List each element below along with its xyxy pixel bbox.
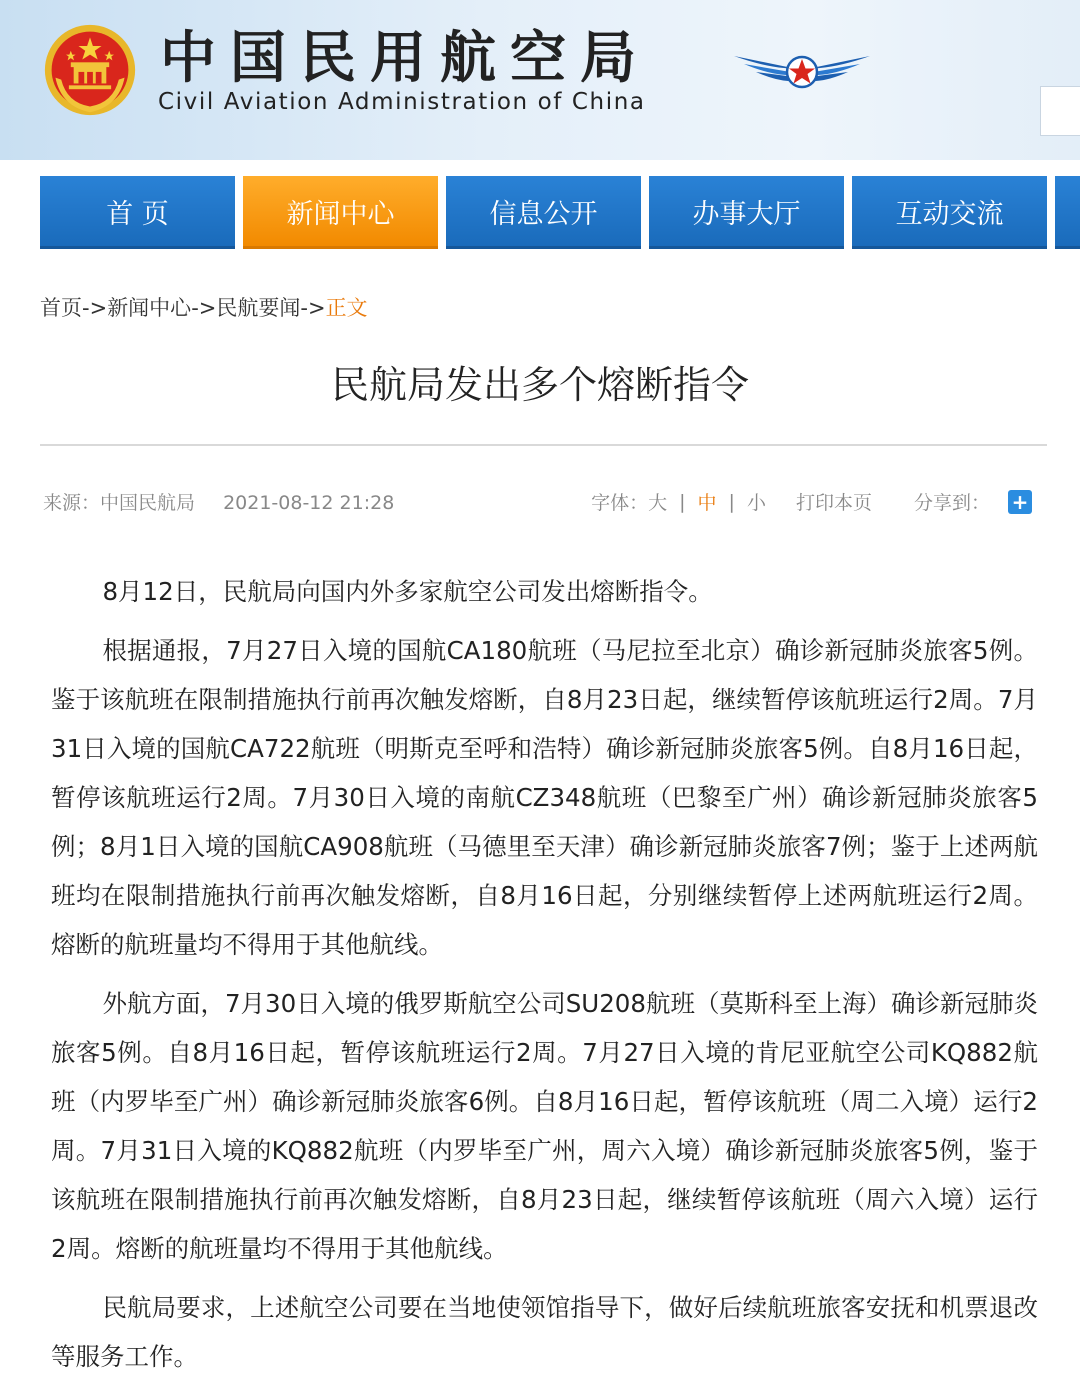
- main-nav: [40, 176, 1080, 249]
- font-medium-button[interactable]: 中: [697, 492, 717, 514]
- font-size-label: 字体：: [591, 492, 649, 514]
- print-button[interactable]: 打印本页: [795, 492, 872, 514]
- national-emblem-icon[interactable]: [42, 22, 138, 118]
- nav-home[interactable]: 首 页: [40, 176, 235, 249]
- nav-info-disclosure[interactable]: 信息公开: [446, 176, 641, 249]
- share-label: 分享到：: [913, 492, 990, 514]
- breadcrumb-separator: ->: [82, 296, 108, 320]
- breadcrumb-separator: ->: [191, 296, 217, 320]
- nav-next-partial[interactable]: [1055, 176, 1080, 249]
- article-source: 来源：中国民航局: [43, 492, 196, 514]
- divider-bar: |: [728, 490, 735, 513]
- nav-news-center[interactable]: 新闻中心: [243, 176, 438, 249]
- breadcrumb-home[interactable]: 首页: [40, 296, 82, 320]
- breadcrumb-section[interactable]: 民航要闻: [216, 296, 301, 320]
- breadcrumb-separator: ->: [300, 296, 326, 320]
- site-header: [0, 0, 1080, 160]
- article-paragraph: 8月12日，民航局向国内外多家航空公司发出熔断指令。: [102, 577, 713, 606]
- article-date: 2021-08-12 21:28: [223, 492, 395, 514]
- caac-wings-icon: [732, 44, 872, 96]
- site-title-en: Civil Aviation Administration of China: [158, 89, 646, 115]
- divider-bar: |: [679, 490, 686, 513]
- article-paragraph: 民航局要求，上述航空公司要在当地使领馆指导下，做好后续航班旅客安抚和机票退改等服务工作。: [51, 1293, 1038, 1371]
- breadcrumb-news-center[interactable]: 新闻中心: [107, 296, 192, 320]
- nav-interaction[interactable]: 互动交流: [852, 176, 1047, 249]
- title-divider: [40, 444, 1047, 446]
- article-body: [51, 567, 1038, 1391]
- article-paragraph: 根据通报，7月27日入境的国航CA180航班（马尼拉至北京）确诊新冠肺炎旅客5例。鉴于该航班在限制措施执行前再次触发熔断，自8月23日起，继续暂停该航班运行2周。7月31日入境的国航CA722航班（明斯克至呼和浩特）确诊新冠肺炎旅客5例。自8月16日起，暂停该航班运行2周。7月30日入境的南航CZ348航班（巴黎至广州）确诊新冠肺炎旅客5例；8月1日入境的国航CA908航班（马德里至天津）确诊新冠肺炎旅客7例；鉴于上述两航班均在限制措施执行前再次触发熔断，自8月16日起，分别继续暂停上述两航班运行2周。熔断的航班量均不得用于其他航线。: [51, 636, 1038, 959]
- plus-icon[interactable]: +: [1008, 490, 1032, 514]
- nav-service-hall[interactable]: 办事大厅: [649, 176, 844, 249]
- font-small-button[interactable]: 小: [746, 492, 766, 514]
- site-title-cn: 中国民用航空局: [160, 25, 650, 91]
- font-large-button[interactable]: 大: [648, 492, 668, 514]
- search-input[interactable]: [1040, 86, 1080, 136]
- breadcrumb-current: 正文: [325, 296, 368, 320]
- article-paragraph: 外航方面，7月30日入境的俄罗斯航空公司SU208航班（莫斯科至上海）确诊新冠肺炎旅客5例。自8月16日起，暂停该航班运行2周。7月27日入境的肯尼亚航空公司KQ882航班（内罗毕至广州）确诊新冠肺炎旅客6例。自8月16日起，暂停该航班（周二入境）运行2周。7月31日入境的KQ882航班（内罗毕至广州，周六入境）确诊新冠肺炎旅客5例，鉴于该航班在限制措施执行前再次触发熔断，自8月23日起，继续暂停该航班（周六入境）运行2周。熔断的航班量均不得用于其他航线。: [51, 989, 1038, 1263]
- article-meta: [40, 488, 1048, 518]
- breadcrumb: [40, 292, 368, 322]
- article-title: 民航局发出多个熔断指令: [330, 363, 749, 407]
